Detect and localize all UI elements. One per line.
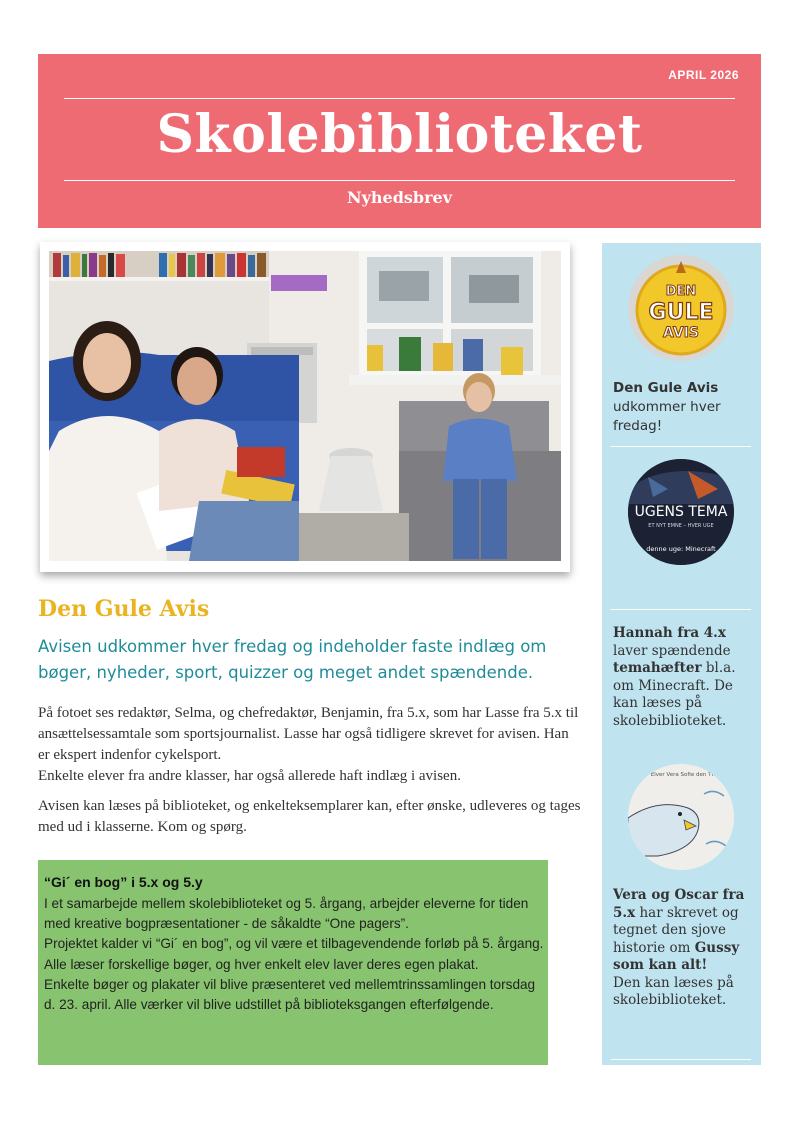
article-paragraph-text: Enkelte elever fra andre klasser, har også allerede haft indlæg i avisen.	[38, 768, 461, 784]
sidebar-note-hannah-rest: bl.a. om Minecraft. De kan læses på skolebiblioteket.	[613, 660, 736, 729]
ugens-tema-logo	[628, 459, 734, 565]
masthead	[38, 54, 761, 228]
box-text-line: Enkelte bøger og plakater vil blive præsenteret ved mellemtrinssamlingen torsdag d. 23. april. Alle værker vil blive udstillet på biblioteksgangen efterfølgende.	[44, 976, 536, 1013]
sidebar-note-vera-bold: Gussy som kan alt!	[613, 939, 740, 973]
sidebar-divider	[611, 609, 751, 610]
sidebar-note-avis	[613, 379, 755, 436]
article-paragraph	[38, 703, 583, 787]
masthead-rule-top	[64, 98, 735, 99]
sidebar-note-vera-names: Vera og Oscar fra 5.x	[613, 887, 745, 921]
sidebar-note-avis-text: udkommer hver fredag!	[613, 399, 721, 434]
sidebar-note-hannah-name: Hannah fra 4.x	[613, 625, 726, 641]
sidebar	[602, 243, 761, 1065]
logo2-line2: ET NYT EMNE – HVER UGE	[648, 523, 714, 529]
photo-frame	[40, 242, 570, 572]
masthead-rule-bottom	[64, 180, 735, 181]
sidebar-note-avis-title: Den Gule Avis	[613, 380, 719, 396]
newsletter-title: Skolebiblioteket	[156, 104, 643, 165]
gi-en-bog-box	[38, 860, 548, 1065]
issue-date: APRIL 2026	[668, 68, 739, 82]
box-text	[44, 894, 544, 1015]
den-gule-avis-logo	[628, 255, 734, 361]
logo2-line3: denne uge: Minecraft	[646, 545, 716, 553]
box-text-line: I et samarbejde mellem skolebiblioteket og 5. årgang, arbejder eleverne for tiden med kreative bogpræsentationer - de såkaldte “One pagers”.	[44, 896, 529, 932]
logo2-line1: UGENS TEMA	[634, 504, 728, 520]
library-photo	[49, 251, 561, 561]
sidebar-divider	[611, 1059, 751, 1060]
box-text-line: Projektet kalder vi “Gi´ en bog”, og vil være et tilbagevendende forløb på 5. årgang.	[44, 936, 544, 952]
sidebar-note-hannah-mid: laver spændende	[613, 642, 731, 659]
box-title: “Gi´ en bog” i 5.x og 5.y	[44, 874, 203, 890]
sidebar-note-vera-oscar	[613, 887, 755, 1010]
newsletter-subtitle: Nyhedsbrev	[346, 188, 453, 207]
sidebar-note-vera-end: Den kan læses på skolebiblioteket.	[613, 974, 734, 1008]
sidebar-note-hannah	[613, 625, 755, 730]
box-text-line: Alle læser forskellige bøger, og hver enkelt elev laver deres egen plakat.	[44, 956, 479, 972]
article-paragraph-text: På fotoet ses redaktør, Selma, og chefredaktør, Benjamin, fra 5.x, som har Lasse fra 5.x til ansættelsessamtale som sportsjournalist. Lasse har også tidligere skrevet for avisen. Han er ekspert indenfor cykelsport.	[38, 705, 579, 763]
logo1-line3: AVIS	[662, 325, 700, 341]
sidebar-divider	[611, 446, 751, 447]
sidebar-note-hannah-bold: temahæfter	[613, 660, 702, 676]
sidebar-note-vera-mid: har skrevet og tegnet den sjove historie om	[613, 904, 739, 956]
article-lead: Avisen udkommer hver fredag og indeholder faste indlæg om bøger, nyheder, sport, quizzer og meget andet spændende.	[38, 637, 547, 682]
gussy-drawing	[628, 764, 734, 870]
drawing-caption: Oscar Elver Vera Sofie den Thuis	[633, 772, 723, 778]
logo1-line1: DEN	[665, 284, 697, 299]
logo1-line2: GULE	[648, 300, 714, 325]
article-paragraph: Avisen kan læses på biblioteket, og enkelteksemplarer kan, efter ønske, udleveres og tages med ud i klasserne. Kom og spørg.	[38, 798, 581, 835]
article-heading: Den Gule Avis	[38, 596, 210, 622]
